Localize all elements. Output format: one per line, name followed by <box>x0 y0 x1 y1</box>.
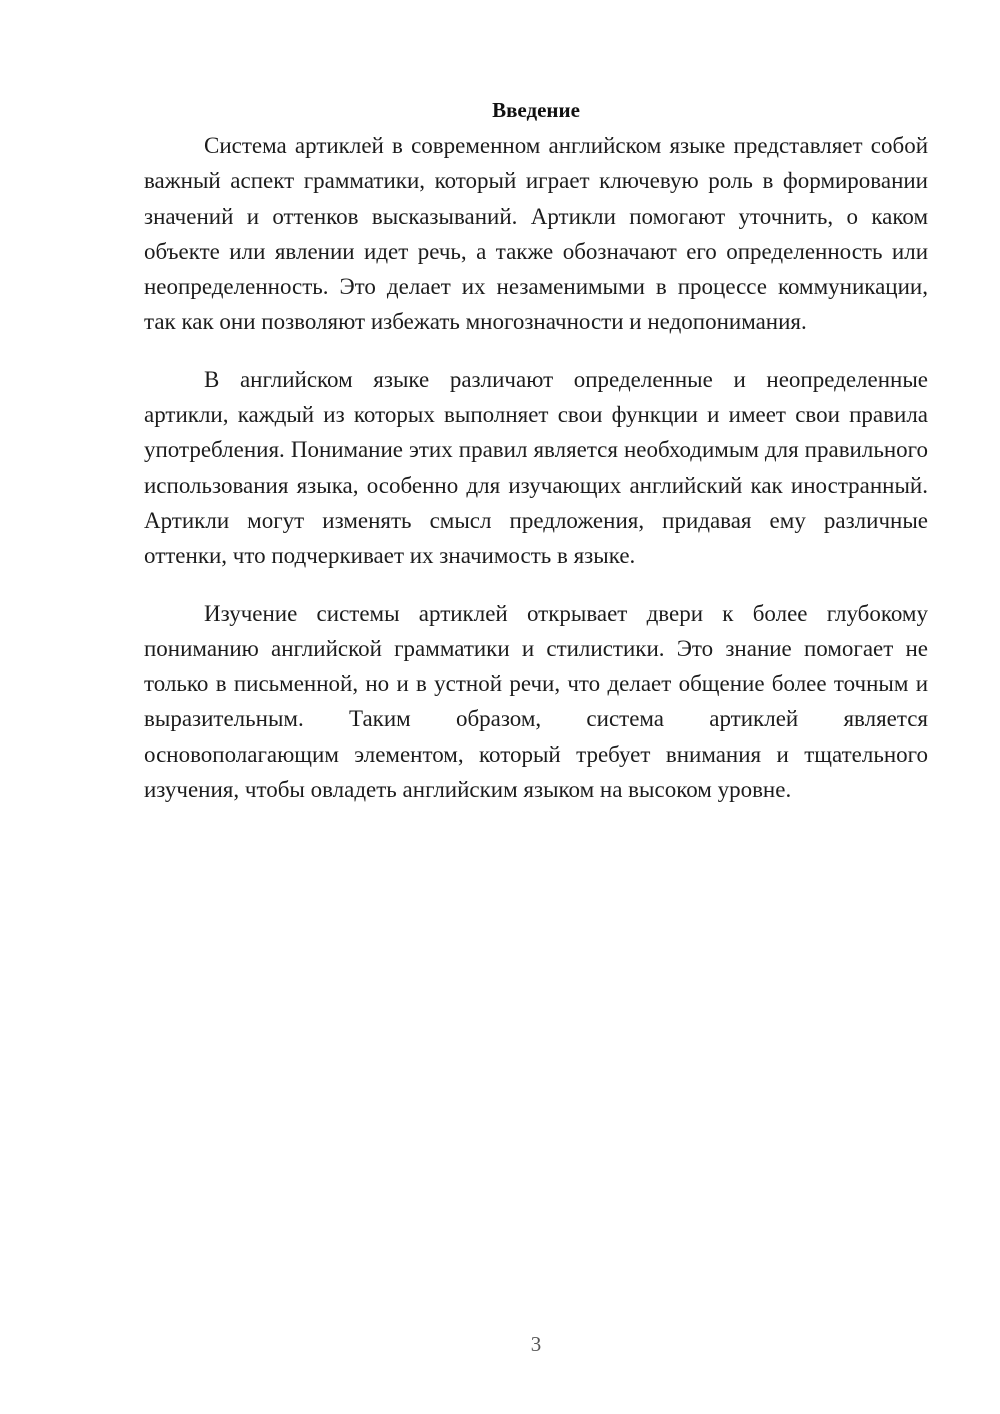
page-number: 3 <box>530 1332 542 1356</box>
page-content <box>144 92 928 829</box>
section-heading: Введение <box>492 98 580 122</box>
paragraph-3: Изучение системы артиклей открывает двери к более глубокому пониманию английской грамматики и стилистики. Это знание помогает не только в письменной, но и в устной речи, что делает общение более точным и выразительным. Таким образом, система артиклей является основополагающим элементом, который требует внимания и тщательного изучения, чтобы овладеть английским языком на высоком уровне. <box>144 600 928 803</box>
paragraph-2: В английском языке различают определенные и неопределенные артикли, каждый из которых выполняет свои функции и имеет свои правила употребления. Понимание этих правил является необходимым для правильного использования языка, особенно для изучающих английский как иностранный. Артикли могут изменять смысл предложения, придавая ему различные оттенки, что подчеркивает их значимость в языке. <box>144 366 928 569</box>
paragraph-1: Система артиклей в современном английском языке представляет собой важный аспект грамматики, который играет ключевую роль в формировании значений и оттенков высказываний. Артикли помогают уточнить, о каком объекте или явлении идет речь, а также обозначают его определенность или неопределенность. Это делает их незаменимыми в процессе коммуникации, так как они позволяют избежать многозначности и недопонимания. <box>144 133 928 335</box>
